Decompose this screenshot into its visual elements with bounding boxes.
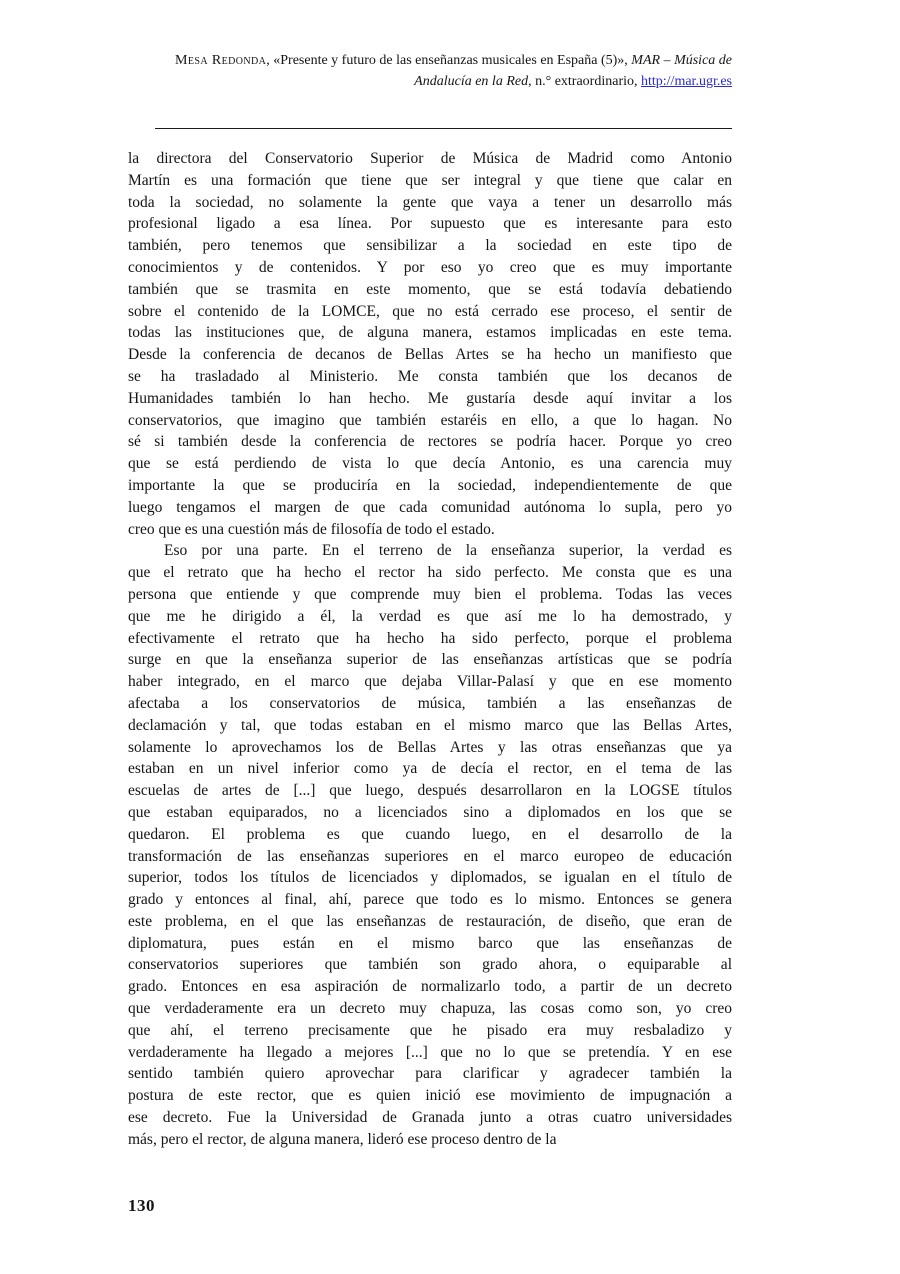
body-line: escuelas de artes de [...] que luego, después desarrollaron en la LOGSE títulos <box>128 782 732 800</box>
header-journal-name-end: Andalucía en la Red <box>414 74 529 89</box>
body-line: que me he dirigido a él, la verdad es que así me lo ha demostrado, y <box>128 607 732 625</box>
body-line: conocimientos y de contenidos. Y por eso yo creo que es muy importante <box>128 258 732 276</box>
header-url-link[interactable]: http://mar.ugr.es <box>641 74 732 89</box>
body-line: importante la que se produciría en la sociedad, independientemente de que <box>128 476 732 494</box>
body-line: superior, todos los títulos de licenciados y diplomados, se igualan en el título de <box>128 869 732 887</box>
body-line: ese decreto. Fue la Universidad de Granada junto a otras cuatro universidades <box>128 1109 732 1127</box>
body-line: Eso por una parte. En el terreno de la enseñanza superior, la verdad es <box>164 542 732 560</box>
body-line: conservatorios superiores que también son grado ahora, o equiparable al <box>128 956 732 974</box>
body-line: afectaba a los conservatorios de música, también a las enseñanzas de <box>128 694 732 712</box>
body-line: grado. Entonces en esa aspiración de normalizarlo todo, a partir de un decreto <box>128 978 732 996</box>
body-line: toda la sociedad, no solamente la gente que vaya a tener un desarrollo más <box>128 193 732 211</box>
header-line-1 <box>128 50 732 71</box>
body-line: creo que es una cuestión más de filosofía de todo el estado. <box>128 520 495 538</box>
body-line: solamente lo aprovechamos los de Bellas Artes y las otras enseñanzas que ya <box>128 738 732 756</box>
body-line: estaban en un nivel inferior como ya de decía el rector, en el tema de las <box>128 760 732 778</box>
body-line: también, pero tenemos que sensibilizar a la sociedad en este tipo de <box>128 237 732 255</box>
body-line: luego tengamos el margen de que cada comunidad autónoma lo supla, pero yo <box>128 498 732 516</box>
body-line: que ahí, el terreno precisamente que he pisado era muy resbaladizo y <box>128 1021 732 1039</box>
body-line: verdaderamente ha llegado a mejores [...] que no lo que se pretendía. Y en ese <box>128 1043 732 1061</box>
body-line: surge en que la enseñanza superior de las enseñanzas artísticas que se podría <box>128 651 732 669</box>
body-line: más, pero el rector, de alguna manera, lideró ese proceso dentro de la <box>128 1130 557 1148</box>
body-line: también que se trasmita en este momento, que se está todavía debatiendo <box>128 280 732 298</box>
body-text <box>128 148 732 1151</box>
body-line: transformación de las enseñanzas superiores en el marco europeo de educación <box>128 847 732 865</box>
body-line: este problema, en el que las enseñanzas de restauración, de diseño, que eran de <box>128 912 732 930</box>
body-line: persona que entiende y que comprende muy bien el problema. Todas las veces <box>128 585 732 603</box>
body-line: que verdaderamente era un decreto muy chapuza, las cosas como son, yo creo <box>128 1000 732 1018</box>
body-line: sentido también quiero aprovechar para clarificar y agradecer también la <box>128 1065 732 1083</box>
body-line: diplomatura, pues están en el mismo barco que las enseñanzas de <box>128 934 732 952</box>
body-line: todas las instituciones que, de alguna manera, estamos implicadas en este tema. <box>128 324 732 342</box>
header-author: Mesa Redonda <box>175 53 267 68</box>
body-line: Humanidades también lo han hecho. Me gustaría desde aquí invitar a los <box>128 389 732 407</box>
header-issue: , n.° extraordinario, <box>528 74 641 89</box>
body-line: conservatorios, que imagino que también estaréis en ello, a que lo hagan. No <box>128 411 732 429</box>
body-line: Martín es una formación que tiene que ser integral y que tiene que calar en <box>128 171 732 189</box>
body-line: la directora del Conservatorio Superior de Música de Madrid como Antonio <box>128 150 732 167</box>
body-line: sé si también desde la conferencia de rectores se podría hacer. Porque yo creo <box>128 433 732 451</box>
body-line: que el retrato que ha hecho el rector ha sido perfecto. Me consta que es una <box>128 564 732 582</box>
body-line: se ha trasladado al Ministerio. Me consta también que los decanos de <box>128 367 732 385</box>
header-journal-name-start: MAR – Música de <box>631 53 732 68</box>
header-divider-rule <box>155 128 732 129</box>
body-line: declamación y tal, que todas estaban en el mismo marco que las Bellas Artes, <box>128 716 732 734</box>
body-line: postura de este rector, que es quien inició ese movimiento de impugnación a <box>128 1087 732 1105</box>
content-column <box>128 50 732 1151</box>
body-line: grado y entonces al final, ahí, parece que todo es lo mismo. Entonces se genera <box>128 891 732 909</box>
body-line: profesional ligado a esa línea. Por supuesto que es interesante para esto <box>128 215 732 233</box>
body-line: sobre el contenido de la LOMCE, que no está cerrado ese proceso, el sentir de <box>128 302 732 320</box>
running-header <box>128 50 732 92</box>
page-number: 130 <box>128 1196 155 1215</box>
body-line: efectivamente el retrato que ha hecho ha sido perfecto, porque el problema <box>128 629 732 647</box>
body-line: que estaban equiparados, no a licenciados sino a diplomados en los que se <box>128 803 732 821</box>
header-article-title: , «Presente y futuro de las enseñanzas musicales en España (5)», <box>266 53 632 68</box>
header-line-2 <box>128 71 732 92</box>
body-line: que se está perdiendo de vista lo que decía Antonio, es una carencia muy <box>128 455 732 473</box>
body-line: haber integrado, en el marco que dejaba Villar-Palasí y que en ese momento <box>128 673 732 691</box>
body-line: Desde la conferencia de decanos de Bellas Artes se ha hecho un manifiesto que <box>128 346 732 364</box>
body-line: quedaron. El problema es que cuando luego, en el desarrollo de la <box>128 825 732 843</box>
